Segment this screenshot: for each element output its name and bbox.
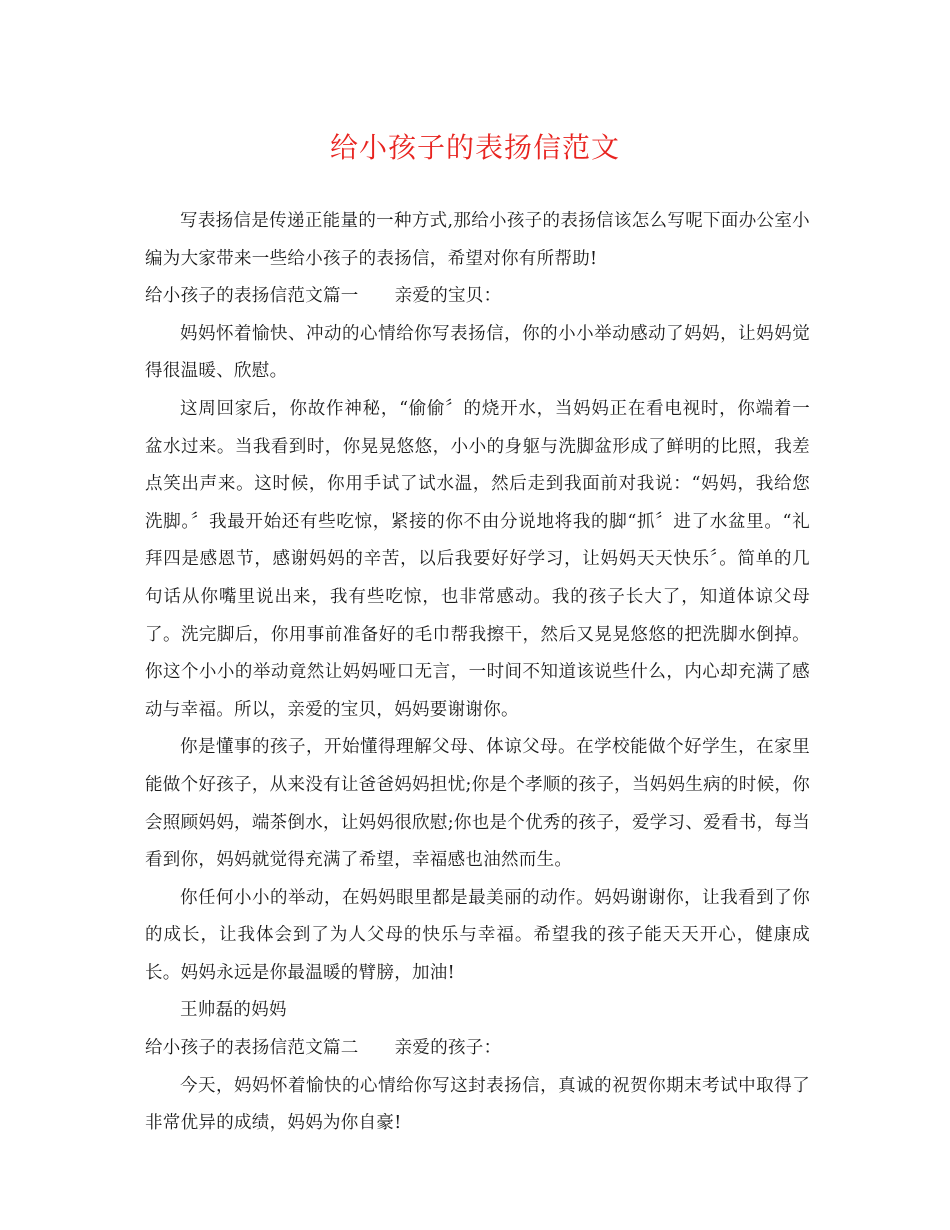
section-1-heading: 给小孩子的表扬信范文篇一 <box>145 286 359 307</box>
section-1-paragraph-2: 这周回家后，你故作神秘，“偷偷〞的烧开水，当妈妈正在看电视时，你端着一盆水过来。当我看到时，你晃晃悠悠，小小的身躯与洗脚盆形成了鲜明的比照，我差点笑出声来。这时候，你用手试了试水温，然后走到我面前对我说：“妈妈，我给您洗脚。〞我最开始还有些吃惊，紧接的你不由分说地将我的脚“抓〞进了水盆里。“礼拜四是感恩节，感谢妈妈的辛苦，以后我要好好学习，让妈妈天天快乐〞。简单的几句话从你嘴里说出来，我有些吃惊，也非常感动。我的孩子长大了，知道体谅父母了。洗完脚后，你用事前准备好的毛巾帮我擦干，然后又晃晃悠悠的把洗脚水倒掉。你这个小小的举动竟然让妈妈哑口无言，一时间不知道该说些什么，内心却充满了感动与幸福。所以，亲爱的宝贝，妈妈要谢谢你。 <box>145 398 810 720</box>
section-1-signature: 王帅磊的妈妈 <box>180 1000 287 1021</box>
section-1-paragraph-3: 你是懂事的孩子，开始懂得理解父母、体谅父母。在学校能做个好学生，在家里能做个好孩子，从来没有让爸爸妈妈担忧;你是个孝顺的孩子，当妈妈生病的时候，你会照顾妈妈，端茶倒水，让妈妈很欣慰;你也是个优秀的孩子，爱学习、爱看书，每当看到你，妈妈就觉得充满了希望，幸福感也油然而生。 <box>145 737 810 871</box>
section-2-heading: 给小孩子的表扬信范文篇二 <box>145 1038 359 1059</box>
document-body <box>145 203 810 1143</box>
section-1-header <box>145 278 810 316</box>
page-title: 给小孩子的表扬信范文 <box>329 131 620 164</box>
intro-paragraph: 写表扬信是传递正能量的一种方式,那给小孩子的表扬信该怎么写呢下面办公室小编为大家带来一些给小孩子的表扬信，希望对你有所帮助! <box>145 211 810 269</box>
section-1-paragraph-1: 妈妈怀着愉快、冲动的心情给你写表扬信，你的小小举动感动了妈妈，让妈妈觉得很温暖、欣慰。 <box>145 323 810 382</box>
section-2-header <box>145 1030 810 1068</box>
section-2-salutation: 亲爱的孩子： <box>394 1038 502 1059</box>
section-1-salutation: 亲爱的宝贝： <box>394 286 502 307</box>
section-1-paragraph-4: 你任何小小的举动，在妈妈眼里都是最美丽的动作。妈妈谢谢你，让我看到了你的成长，让我体会到了为人父母的快乐与幸福。希望我的孩子能天天开心，健康成长。妈妈永远是你最温暖的臂膀，加油! <box>145 887 810 983</box>
section-2-paragraph-1: 今天，妈妈怀着愉快的心情给你写这封表扬信，真诚的祝贺你期末考试中取得了非常优异的成绩，妈妈为你自豪! <box>145 1075 810 1134</box>
